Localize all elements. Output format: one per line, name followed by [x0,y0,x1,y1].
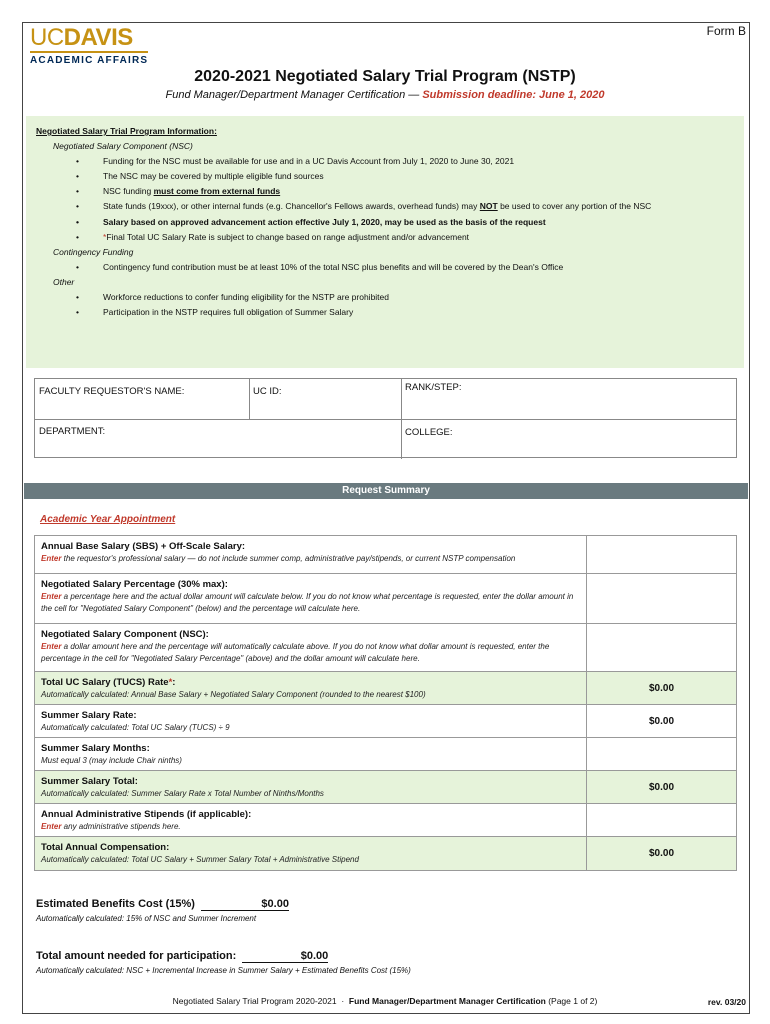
info-text: NSC funding [103,186,154,197]
row-desc: any administrative stipends here. [61,822,181,831]
row-desc: a dollar amount here and the percentage will automatically calculate above. If you do not know what dollar amount is requested, enter the percentage in the cell for "Negotiated Salary Percentage" (above) and the dollar amount will calculate here. [41,642,550,663]
info-heading: Negotiated Salary Trial Program Information: [36,126,217,136]
table-row [35,624,736,672]
info-bullet [36,199,744,214]
enter-label: Enter [41,592,62,601]
page-title: 2020-2021 Negotiated Salary Trial Program (NSTP) [194,68,576,85]
info-category-contingency: Contingency Funding [53,246,134,257]
total-amount-label: Total amount needed for participation: [36,950,237,962]
enter-label: Enter [41,642,62,651]
info-bullet: • Contingency fund contribution must be at least 10% of the total NSC plus benefits and will be covered by the Dean's Office [36,260,744,275]
program-info-box [26,116,744,368]
row-title: Total Annual Compensation: [41,842,170,853]
college-field[interactable]: COLLEGE: [405,427,453,438]
row-desc: Automatically calculated: Annual Base Salary + Negotiated Salary Component (rounded to the nearest $100) [41,690,426,699]
info-bullet: • Salary based on approved advancement action effective July 1, 2020, may be used as the basis of the request [36,215,744,230]
page-subtitle [0,89,770,101]
estimated-benefits-desc: Automatically calculated: 15% of NSC and Summer Increment [36,914,257,923]
form-label: Form B [706,24,746,38]
enter-label: Enter [41,822,62,831]
row-title: Negotiated Salary Component (NSC): [41,629,209,640]
row-title: Annual Administrative Stipends (if applicable): [41,809,252,820]
info-category-nsc: Negotiated Salary Component (NSC) [53,141,193,152]
table-row [35,705,736,738]
uc-id-field[interactable]: UC ID: [253,386,282,397]
submission-deadline: Submission deadline: June 1, 2020 [422,89,605,101]
request-summary-table [34,535,737,871]
enter-label: Enter [41,554,62,563]
rank-step-field[interactable]: RANK/STEP: [405,382,462,393]
logo-subtitle: ACADEMIC AFFAIRS [30,55,149,66]
row-desc: Automatically calculated: Total UC Salary + Summer Salary Total + Administrative Stipend [41,855,359,864]
table-row [35,837,736,870]
academic-year-heading: Academic Year Appointment [40,514,176,525]
estimated-benefits [36,898,289,911]
revision-label: rev. 03/20 [707,997,746,1007]
row-desc: the requestor's professional salary — do not include summer comp, administrative pay/stipends, or current NSTP compensation [61,554,516,563]
summer-rate-value: $0.00 [587,705,736,737]
info-text: Final Total UC Salary Rate is subject to change based on range adjustment and/or advancement [106,231,470,242]
footer-program: Negotiated Salary Trial Program 2020-2021 [172,996,337,1006]
base-salary-input[interactable] [587,536,736,573]
table-row [35,738,736,771]
faculty-info-table [34,378,737,458]
table-row [35,804,736,837]
page-footer [0,996,770,1006]
info-bullet [36,230,744,245]
tucs-rate-value: $0.00 [587,672,736,704]
total-compensation-value: $0.00 [587,837,736,870]
ucdavis-logo [30,24,149,66]
info-text: State funds (19xxx), or other internal funds (e.g. Chancellor's Fellows awards, overhead funds) may [103,201,480,212]
footer-certification: Fund Manager/Department Manager Certification [348,996,546,1006]
info-bullet: • The NSC may be covered by multiple eligible fund sources [36,169,744,184]
table-row [35,672,736,705]
logo-rule [30,51,148,53]
row-desc: a percentage here and the actual dollar amount will calculate below. If you do not know what percentage is requested, enter the dollar amount in the cell for "Negotiated Salary Component" (below) and the percentage will calculate here. [41,592,574,613]
row-title-end: : [172,677,176,688]
salary-percentage-input[interactable] [587,574,736,623]
row-title: Total UC Salary (TUCS) Rate [41,677,169,688]
footer-page: (Page 1 of 2) [545,996,598,1006]
logo-davis: DAVIS [63,24,133,51]
table-row [35,771,736,804]
estimated-benefits-label: Estimated Benefits Cost (15%) [36,898,195,910]
summer-months-input[interactable] [587,738,736,770]
info-bullet: • Workforce reductions to confer funding eligibility for the NSTP are prohibited [36,290,744,305]
info-emphasis: NOT [479,201,498,212]
admin-stipends-input[interactable] [587,804,736,836]
table-row [35,536,736,574]
asterisk: * [103,231,107,242]
info-category-other: Other [53,276,75,287]
info-bullet [36,184,744,199]
row-title: Summer Salary Months: [41,743,150,754]
total-amount-value: $0.00 [242,950,328,963]
row-desc: Automatically calculated: Summer Salary Rate x Total Number of Ninths/Months [41,789,324,798]
info-bullet: • Participation in the NSTP requires full obligation of Summer Salary [36,305,744,320]
info-text: be used to cover any portion of the NSC [497,201,652,212]
row-title: Summer Salary Rate: [41,710,137,721]
total-amount [36,950,328,963]
info-bullet: • Funding for the NSC must be available for use and in a UC Davis Account from July 1, 2020 to June 30, 2021 [36,154,744,169]
asterisk: * [168,677,173,688]
footer-separator: · [341,996,345,1006]
faculty-name-field[interactable]: FACULTY REQUESTOR'S NAME: [39,386,185,397]
summer-total-value: $0.00 [587,771,736,803]
row-desc: Automatically calculated: Total UC Salary (TUCS) ÷ 9 [41,723,230,732]
row-title: Negotiated Salary Percentage (30% max): [41,579,228,590]
total-amount-desc: Automatically calculated: NSC + Incremental Increase in Summer Salary + Estimated Benefits Cost (15%) [36,966,411,975]
department-field[interactable]: DEPARTMENT: [39,426,106,437]
table-row [35,574,736,624]
row-title: Summer Salary Total: [41,776,138,787]
logo-uc: UC [30,24,64,51]
request-summary-banner: Request Summary [24,483,748,499]
row-title: Annual Base Salary (SBS) + Off-Scale Salary: [41,541,246,552]
nsc-amount-input[interactable] [587,624,736,671]
estimated-benefits-value: $0.00 [201,898,289,911]
subtitle-prefix: Fund Manager/Department Manager Certification — [165,89,423,101]
info-emphasis: must come from external funds [153,186,281,197]
row-desc: Must equal 3 (may include Chair ninths) [41,756,182,765]
